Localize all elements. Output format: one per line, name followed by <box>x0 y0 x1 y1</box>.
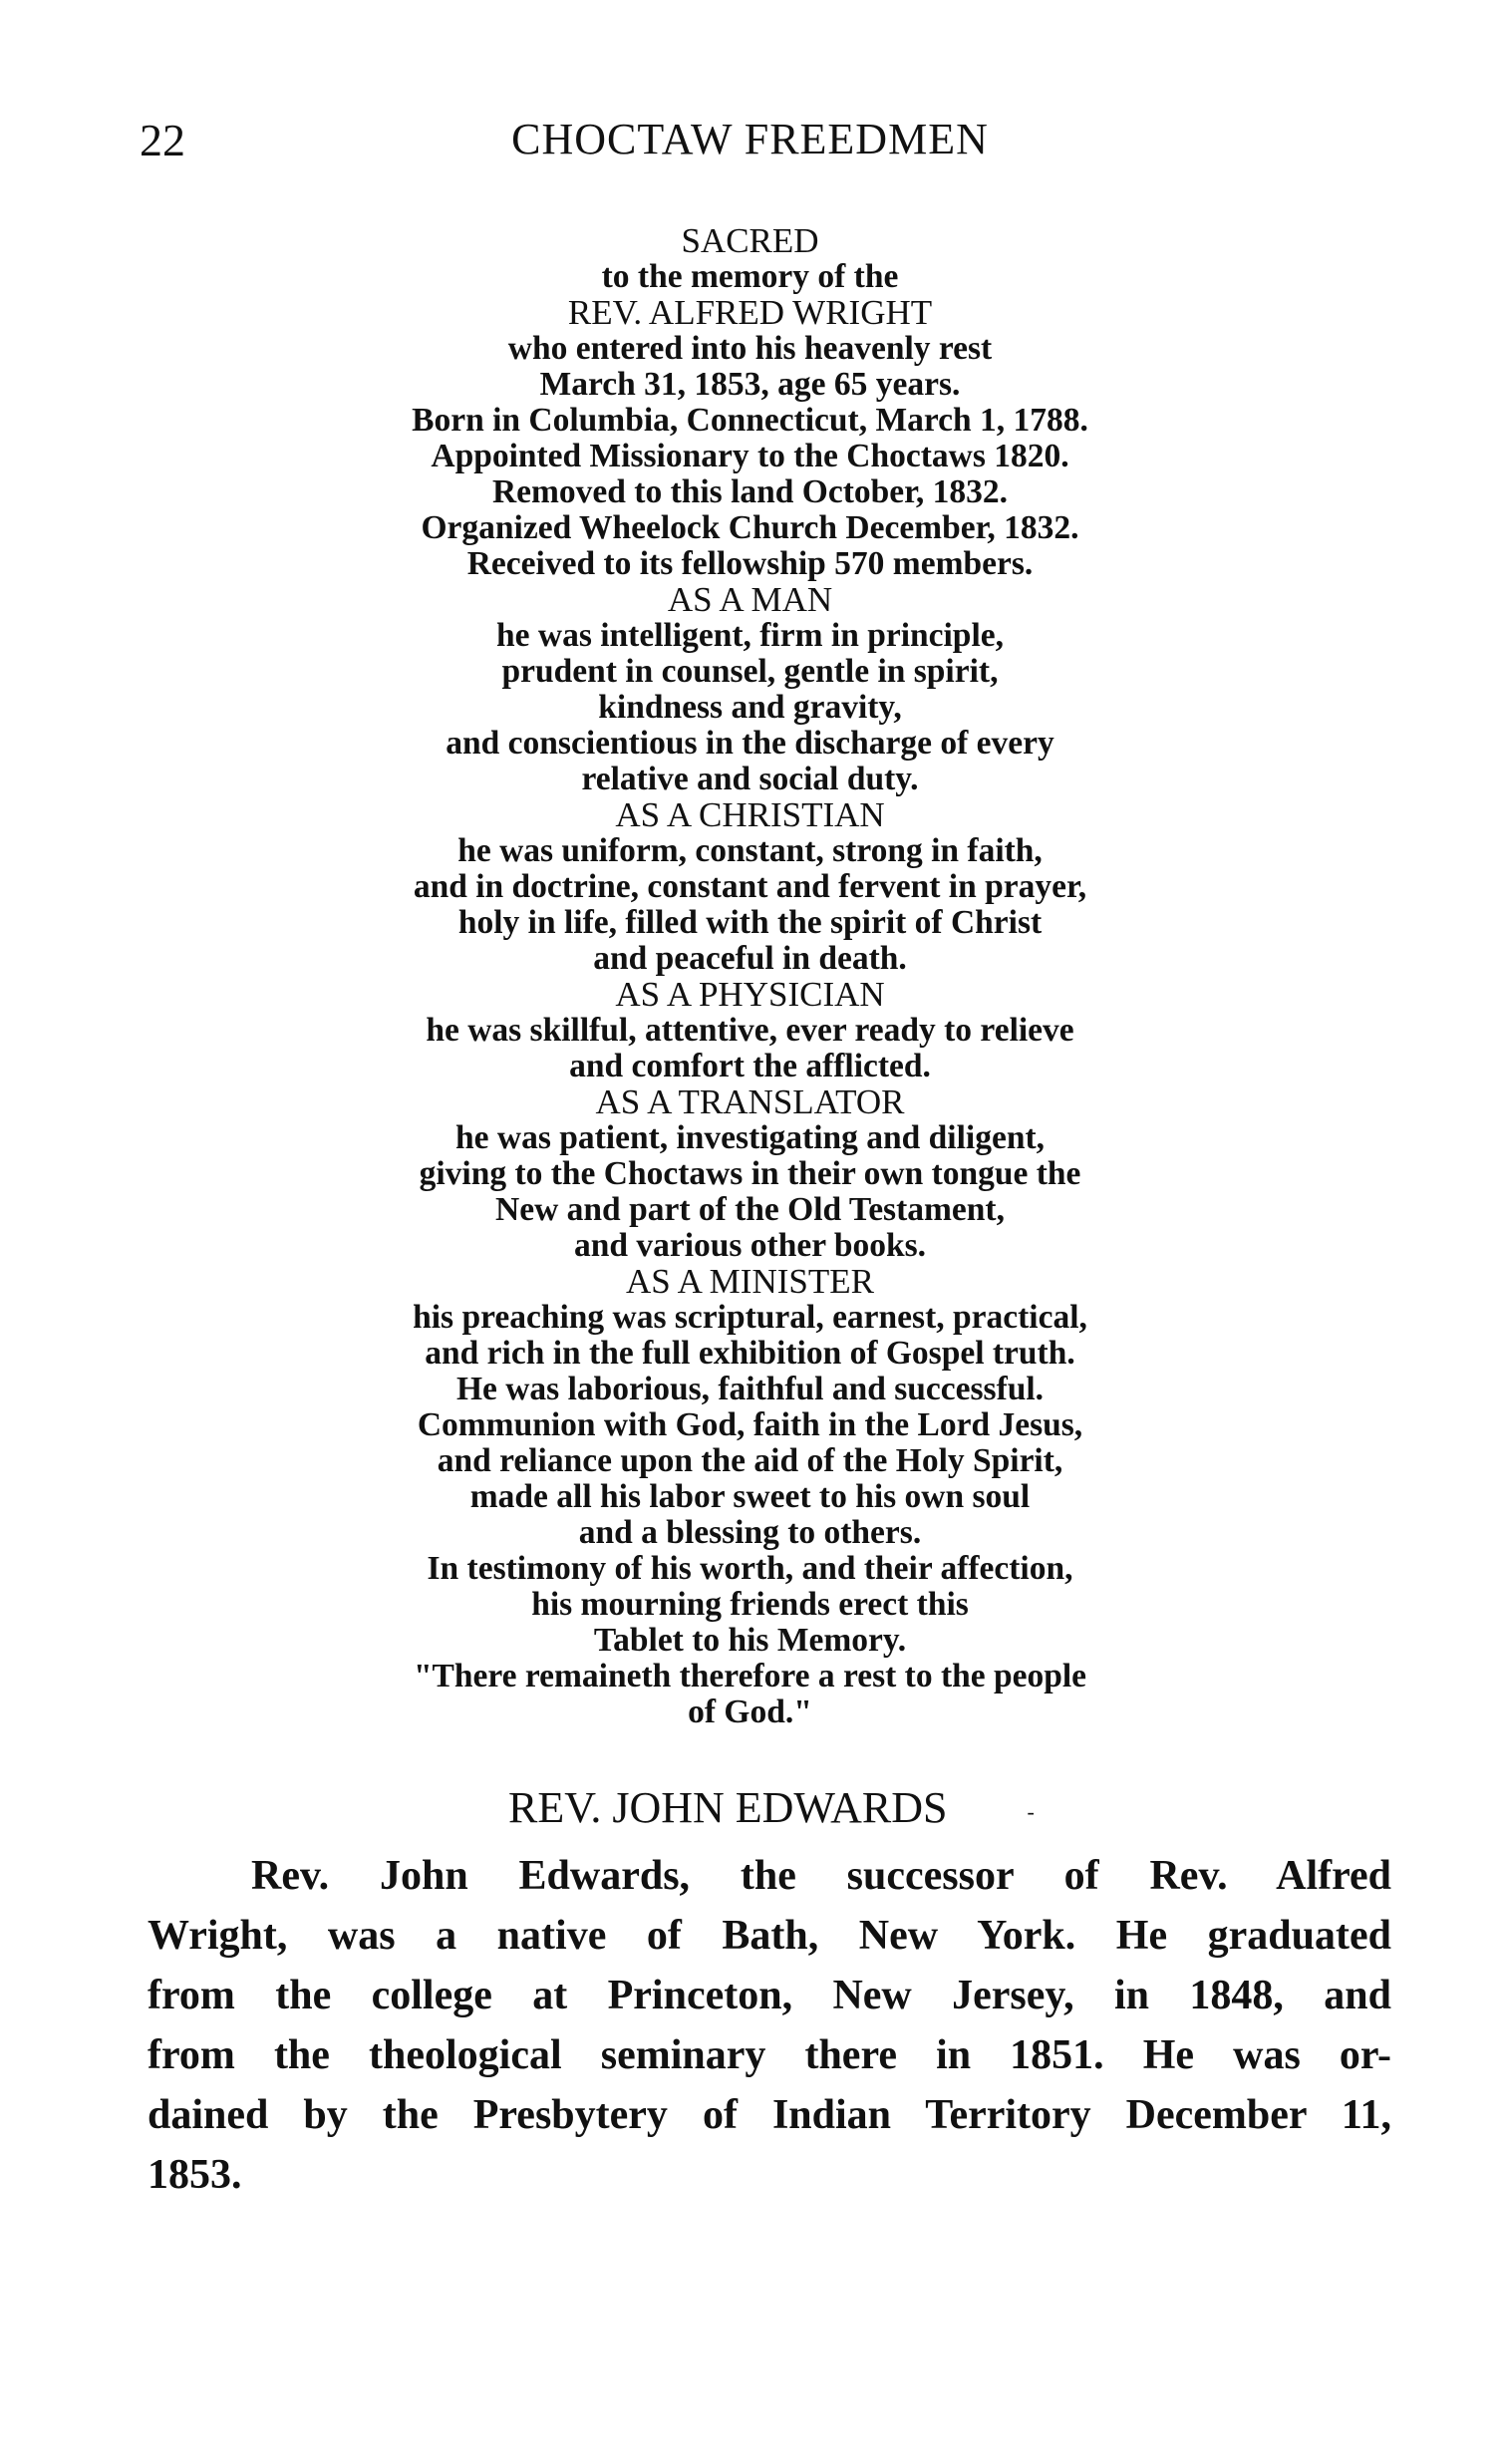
epitaph-line: made all his labor sweet to his own soul <box>469 1478 1031 1515</box>
epitaph-line: his preaching was scriptural, earnest, practical, <box>413 1299 1087 1336</box>
epitaph-line: AS A MAN <box>667 580 833 619</box>
epitaph-line: SACRED <box>681 221 819 260</box>
epitaph-line: relative and social duty. <box>581 761 919 797</box>
epitaph-line: Communion with God, faith in the Lord Jesus, <box>417 1406 1083 1443</box>
paragraph-line: from the college at Princeton, New Jersey, in 1848, and <box>148 1973 1391 2018</box>
epitaph-line: and rich in the full exhibition of Gospel truth. <box>425 1335 1075 1372</box>
epitaph-line: and a blessing to others. <box>578 1514 922 1551</box>
epitaph-line: Appointed Missionary to the Choctaws 1820. <box>431 438 1069 474</box>
epitaph-line: kindness and gravity, <box>598 689 902 726</box>
epitaph-line: Organized Wheelock Church December, 1832. <box>421 509 1079 546</box>
epitaph-line: who entered into his heavenly rest <box>507 330 993 367</box>
epitaph-line: AS A MINISTER <box>626 1262 874 1301</box>
paragraph-line: from the theological seminary there in 1851. He was or- <box>148 2032 1391 2078</box>
paragraph-line: Wright, was a native of Bath, New York. He graduated <box>148 1913 1391 1959</box>
epitaph-line: Tablet to his Memory. <box>593 1622 907 1659</box>
epitaph-line: In testimony of his worth, and their affection, <box>427 1550 1073 1587</box>
epitaph-line: of God." <box>688 1694 812 1730</box>
epitaph-line: Received to its fellowship 570 members. <box>466 545 1034 582</box>
epitaph-line: he was skillful, attentive, ever ready to relieve <box>426 1012 1074 1049</box>
paragraph-line: Rev. John Edwards, the successor of Rev. Alfred <box>251 1853 1391 1899</box>
body-paragraph <box>148 1846 1391 2205</box>
epitaph-line: and in doctrine, constant and fervent in prayer, <box>413 868 1087 905</box>
epitaph-block <box>0 223 1500 1730</box>
epitaph-line: AS A CHRISTIAN <box>615 795 885 834</box>
section-heading-text: REV. JOHN EDWARDS <box>508 1783 948 1832</box>
epitaph-line: and peaceful in death. <box>593 940 907 977</box>
section-heading <box>508 1783 1035 1832</box>
epitaph-line: and comfort the afflicted. <box>569 1048 931 1084</box>
paragraph-line: dained by the Presbytery of Indian Territory December 11, <box>148 2092 1391 2138</box>
epitaph-line: and conscientious in the discharge of every <box>446 725 1054 762</box>
epitaph-line: prudent in counsel, gentle in spirit, <box>501 653 999 690</box>
epitaph-line: and reliance upon the aid of the Holy Spirit, <box>437 1442 1063 1479</box>
epitaph-line: New and part of the Old Testament, <box>495 1191 1005 1228</box>
epitaph-line: giving to the Choctaws in their own tongue the <box>419 1155 1081 1192</box>
epitaph-line: AS A PHYSICIAN <box>615 975 885 1014</box>
epitaph-line: his mourning friends erect this <box>531 1586 969 1623</box>
epitaph-line: "There remaineth therefore a rest to the people <box>413 1658 1087 1694</box>
epitaph-line: he was patient, investigating and diligent, <box>455 1119 1045 1156</box>
epitaph-line: holy in life, filled with the spirit of Christ <box>457 904 1043 941</box>
stray-mark: - <box>1027 1798 1035 1824</box>
epitaph-line: He was laborious, faithful and successful. <box>455 1371 1045 1407</box>
epitaph-line: to the memory of the <box>601 258 899 295</box>
running-title: CHOCTAW FREEDMEN <box>511 115 989 163</box>
epitaph-line: Born in Columbia, Connecticut, March 1, 1788. <box>412 402 1088 439</box>
epitaph-line: Removed to this land October, 1832. <box>491 473 1009 510</box>
epitaph-line: and various other books. <box>573 1227 927 1264</box>
epitaph-line: he was intelligent, firm in principle, <box>496 617 1004 654</box>
paragraph-line: 1853. <box>148 2152 242 2198</box>
epitaph-line: March 31, 1853, age 65 years. <box>539 366 961 403</box>
epitaph-line: REV. ALFRED WRIGHT <box>567 293 933 332</box>
epitaph-line: he was uniform, constant, strong in faith, <box>457 832 1043 869</box>
page-number: 22 <box>140 115 185 165</box>
epitaph-line: AS A TRANSLATOR <box>595 1082 905 1121</box>
